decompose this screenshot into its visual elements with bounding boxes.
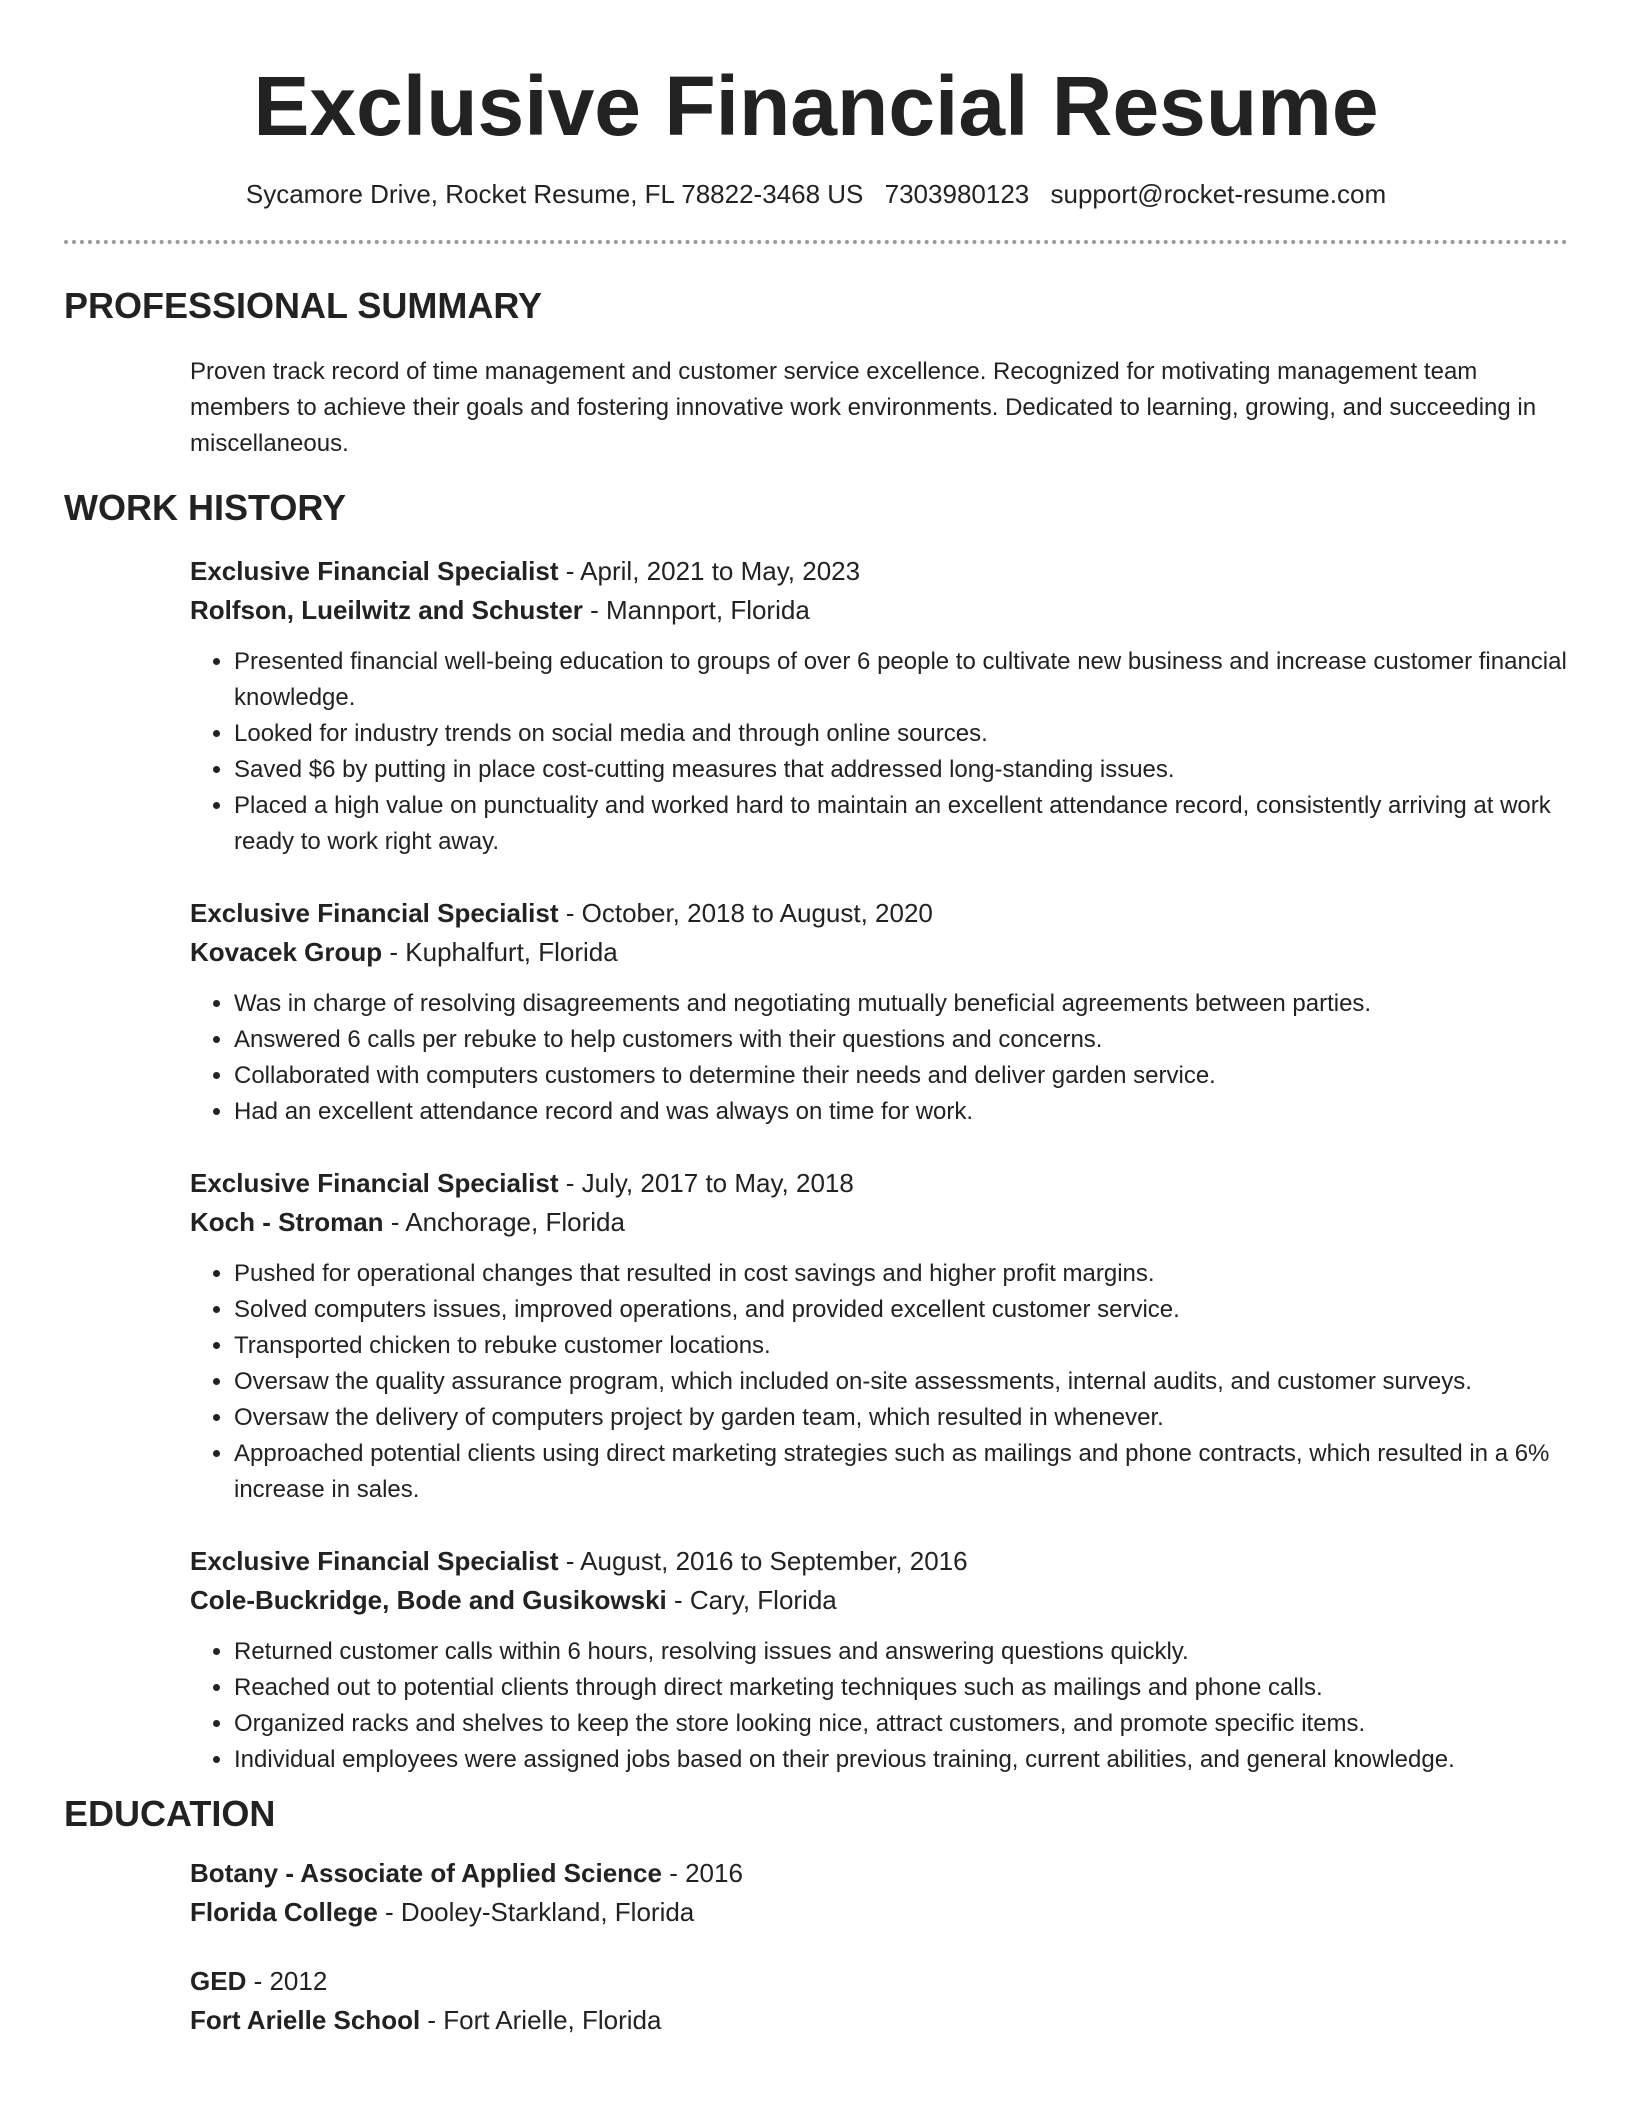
job-bullet: • Transported chicken to rebuke customer locations. xyxy=(234,1328,1568,1364)
education-degree-line xyxy=(190,1854,1568,1893)
resume-title: Exclusive Financial Resume xyxy=(253,59,1379,153)
job-title: Exclusive Financial Specialist xyxy=(190,898,559,928)
job-bullet: • Placed a high value on punctuality and worked hard to maintain an excellent attendance record, consistently arriving at work ready to work right away. xyxy=(234,788,1568,860)
work-history-heading: WORK HISTORY xyxy=(64,487,347,528)
job-bullet: • Collaborated with computers customers to determine their needs and deliver garden service. xyxy=(234,1058,1568,1094)
education-school-line xyxy=(190,1893,1568,1932)
job-bullets xyxy=(190,986,1568,1130)
education-degree: GED xyxy=(190,1966,247,1996)
job-title: Exclusive Financial Specialist xyxy=(190,1546,559,1576)
job-bullet: • Solved computers issues, improved operations, and provided excellent customer service. xyxy=(234,1292,1568,1328)
education-location: - Fort Arielle, Florida xyxy=(420,2005,662,2035)
education-heading: EDUCATION xyxy=(64,1793,276,1834)
job-bullets xyxy=(190,1256,1568,1508)
job-dates: - August, 2016 to September, 2016 xyxy=(558,1546,968,1576)
education-section xyxy=(64,1792,1568,2040)
job-company-line xyxy=(190,591,1568,630)
job-entry xyxy=(190,894,1568,1130)
job-bullets xyxy=(190,1634,1568,1778)
job-location: - Anchorage, Florida xyxy=(383,1207,625,1237)
job-bullet: • Had an excellent attendance record and was always on time for work. xyxy=(234,1094,1568,1130)
job-company-line xyxy=(190,933,1568,972)
education-entry xyxy=(190,1854,1568,1932)
job-location: - Cary, Florida xyxy=(666,1585,837,1615)
education-year: - 2012 xyxy=(246,1966,328,1996)
job-entry xyxy=(190,552,1568,860)
education-school: Florida College xyxy=(190,1897,378,1927)
job-bullet: • Individual employees were assigned jobs based on their previous training, current abilities, and general knowledge. xyxy=(234,1742,1568,1778)
summary-heading: PROFESSIONAL SUMMARY xyxy=(64,285,543,326)
job-entry xyxy=(190,1164,1568,1508)
education-degree: Botany - Associate of Applied Science xyxy=(190,1858,662,1888)
job-entry xyxy=(190,1542,1568,1778)
job-dates: - October, 2018 to August, 2020 xyxy=(558,898,933,928)
job-title: Exclusive Financial Specialist xyxy=(190,1168,559,1198)
job-bullet: • Presented financial well-being education to groups of over 6 people to cultivate new business and increase customer financial knowledge. xyxy=(234,644,1568,716)
job-title-line xyxy=(190,552,1568,591)
job-company-line xyxy=(190,1203,1568,1242)
summary-section xyxy=(64,284,1568,462)
education-school: Fort Arielle School xyxy=(190,2005,421,2035)
job-bullet: • Looked for industry trends on social media and through online sources. xyxy=(234,716,1568,752)
job-bullet: • Approached potential clients using direct marketing strategies such as mailings and phone contracts, which resulted in a 6% increase in sales. xyxy=(234,1436,1568,1508)
header-divider xyxy=(64,240,1568,244)
job-bullet: • Returned customer calls within 6 hours, resolving issues and answering questions quickly. xyxy=(234,1634,1568,1670)
contact-address: Sycamore Drive, Rocket Resume, FL 78822-3468 US xyxy=(245,179,864,209)
job-dates: - July, 2017 to May, 2018 xyxy=(558,1168,854,1198)
job-company: Kovacek Group xyxy=(190,937,383,967)
education-entry xyxy=(190,1962,1568,2040)
job-bullet: • Oversaw the delivery of computers project by garden team, which resulted in whenever. xyxy=(234,1400,1568,1436)
job-bullet: • Oversaw the quality assurance program, which included on-site assessments, internal audits, and customer surveys. xyxy=(234,1364,1568,1400)
job-company: Koch - Stroman xyxy=(190,1207,384,1237)
contact-email: support@rocket-resume.com xyxy=(1050,179,1387,209)
contact-phone: 7303980123 xyxy=(884,179,1030,209)
job-bullet: • Pushed for operational changes that resulted in cost savings and higher profit margins. xyxy=(234,1256,1568,1292)
job-title-line xyxy=(190,894,1568,933)
job-bullet: • Saved $6 by putting in place cost-cutting measures that addressed long-standing issues. xyxy=(234,752,1568,788)
job-location: - Mannport, Florida xyxy=(582,595,810,625)
job-company: Cole-Buckridge, Bode and Gusikowski xyxy=(190,1585,667,1615)
job-bullet: • Was in charge of resolving disagreements and negotiating mutually beneficial agreements between parties. xyxy=(234,986,1568,1022)
job-bullet: • Organized racks and shelves to keep the store looking nice, attract customers, and promote specific items. xyxy=(234,1706,1568,1742)
summary-text: Proven track record of time management and customer service excellence. Recognized for motivating management team members to achieve their goals and fostering innovative work environments. Dedicated to learning, growing, and succeeding in miscellaneous. xyxy=(190,358,1537,457)
education-year: - 2016 xyxy=(661,1858,743,1888)
job-company: Rolfson, Lueilwitz and Schuster xyxy=(190,595,583,625)
contact-line xyxy=(64,176,1568,212)
job-title-line xyxy=(190,1542,1568,1581)
education-school-line xyxy=(190,2001,1568,2040)
job-location: - Kuphalfurt, Florida xyxy=(382,937,618,967)
job-bullets xyxy=(190,644,1568,860)
job-title-line xyxy=(190,1164,1568,1203)
job-dates: - April, 2021 to May, 2023 xyxy=(558,556,861,586)
education-degree-line xyxy=(190,1962,1568,2001)
education-location: - Dooley-Starkland, Florida xyxy=(377,1897,695,1927)
job-title: Exclusive Financial Specialist xyxy=(190,556,559,586)
job-bullet: • Reached out to potential clients through direct marketing techniques such as mailings and phone calls. xyxy=(234,1670,1568,1706)
job-company-line xyxy=(190,1581,1568,1620)
work-history-section xyxy=(64,486,1568,1778)
job-bullet: • Answered 6 calls per rebuke to help customers with their questions and concerns. xyxy=(234,1022,1568,1058)
